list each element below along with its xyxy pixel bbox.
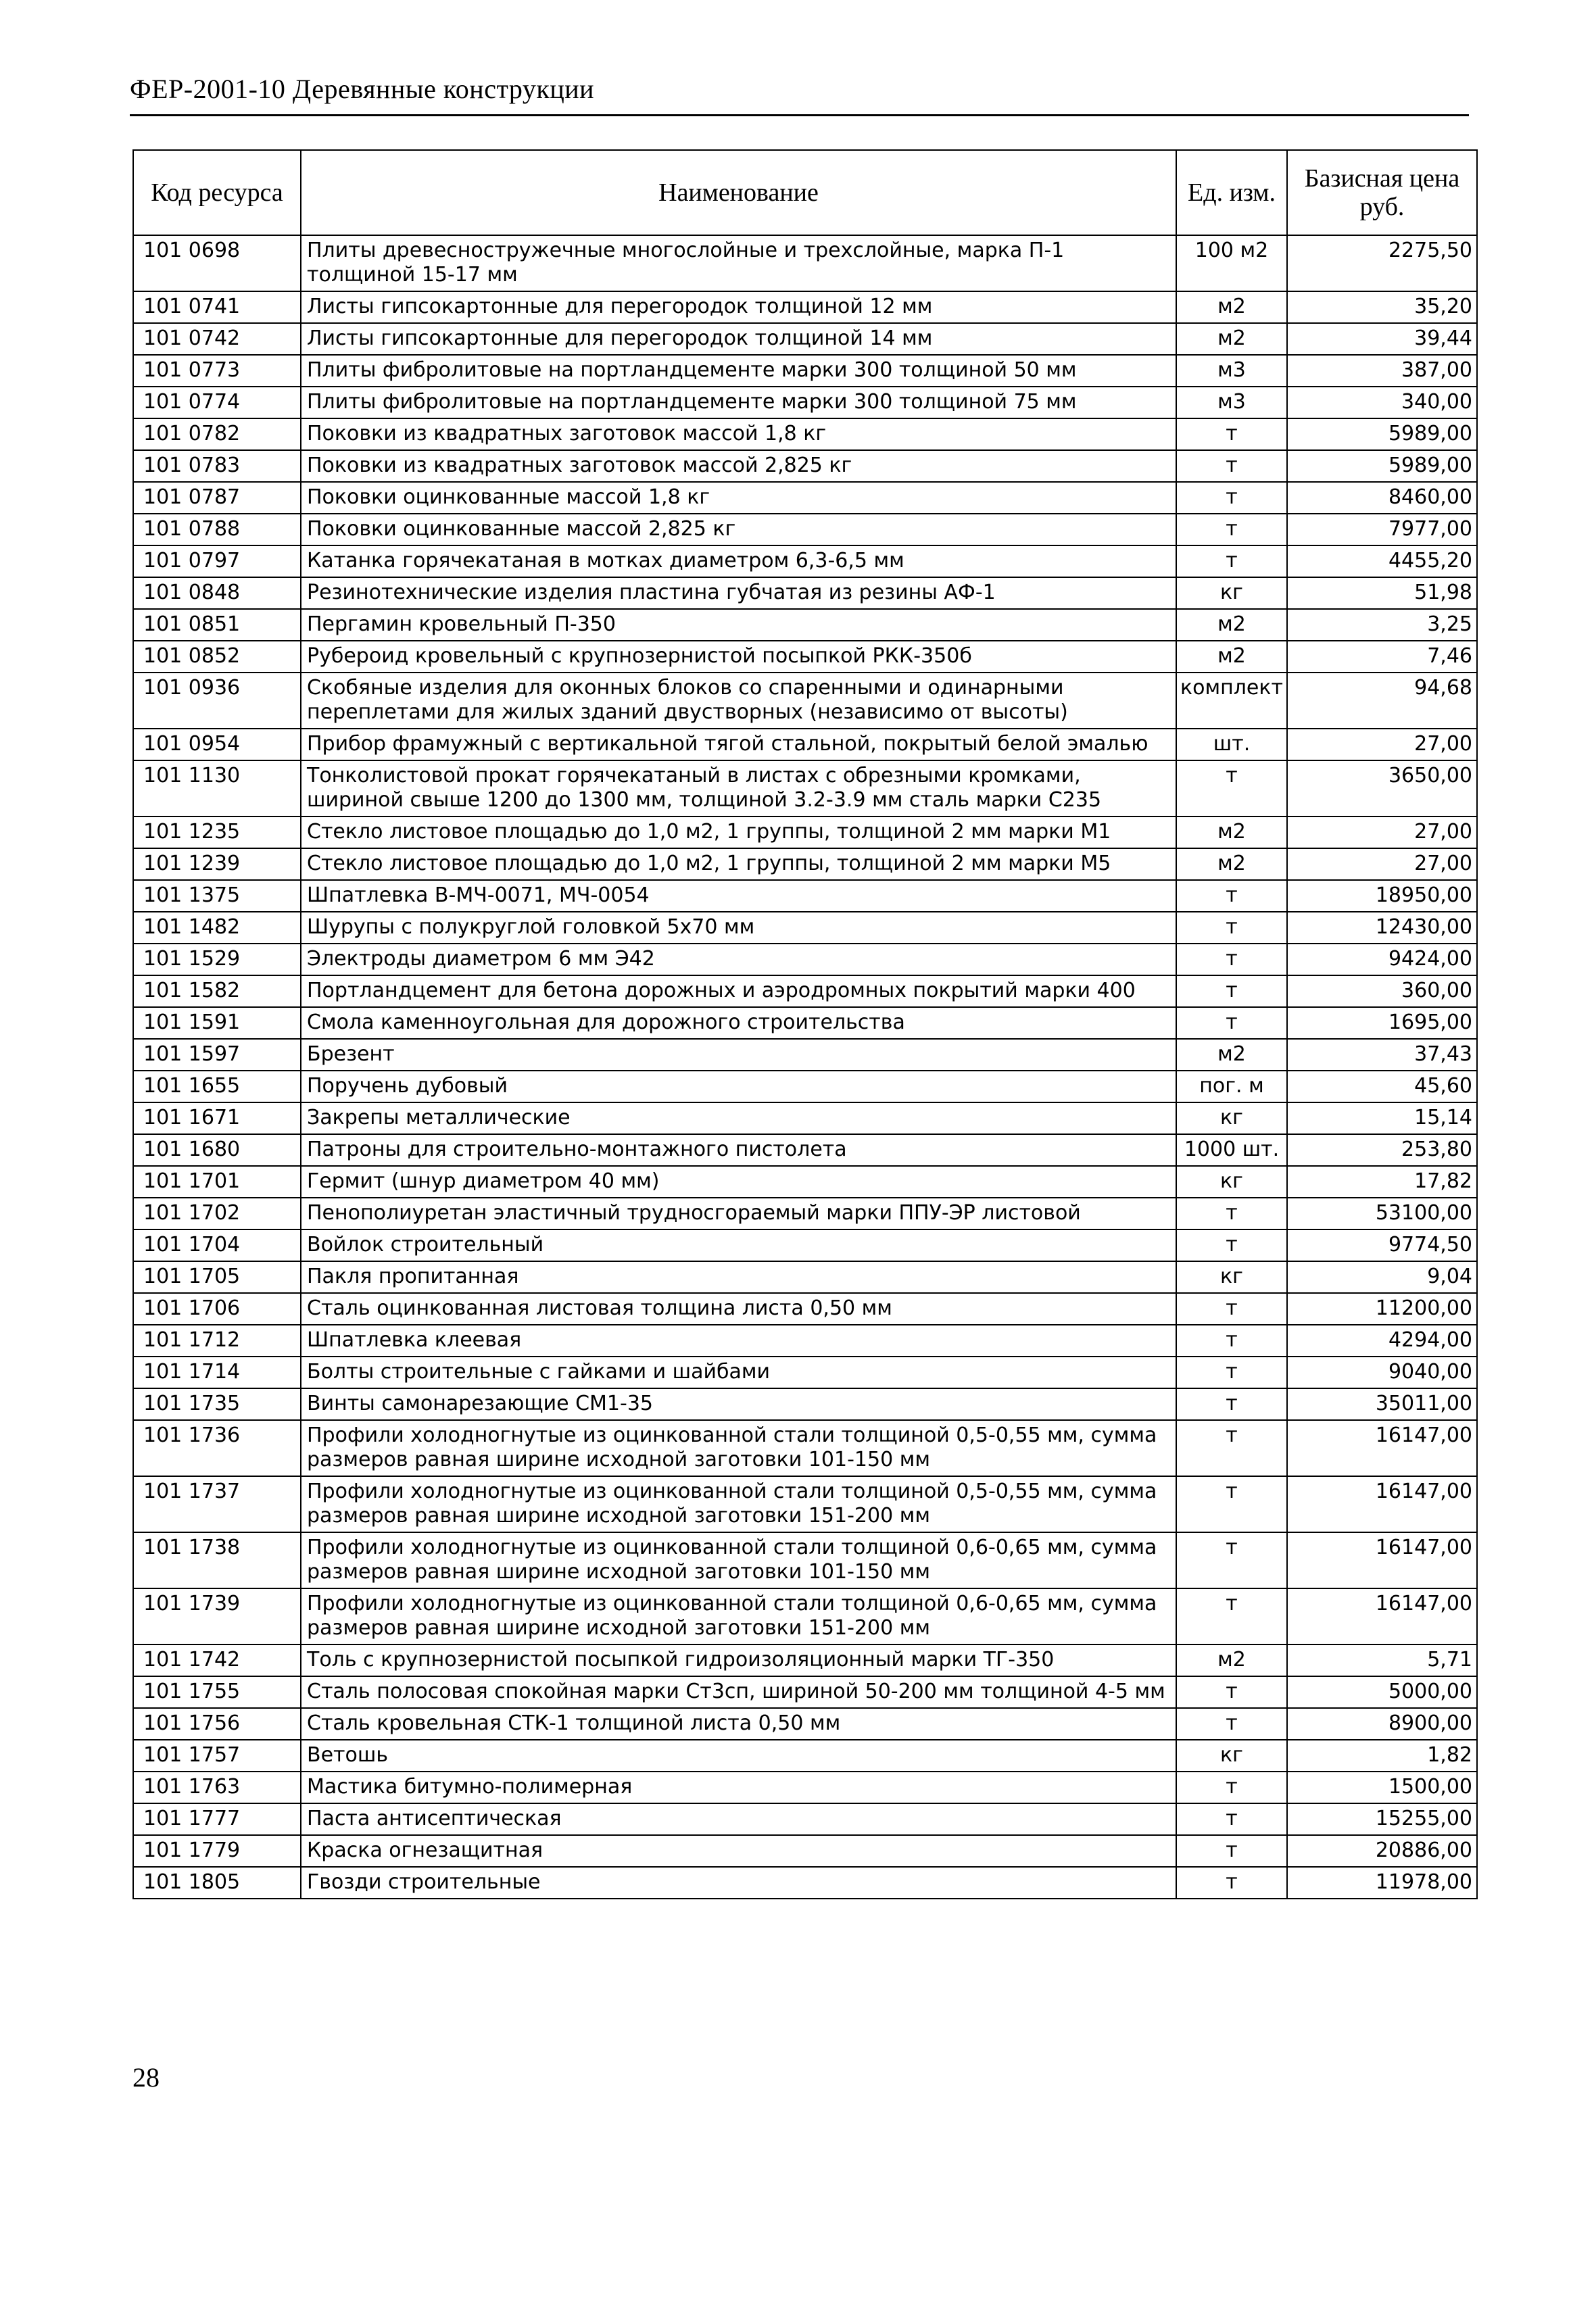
unit-cell: кг [1176, 1166, 1287, 1198]
name-cell: Войлок строительный [301, 1229, 1176, 1261]
price-cell: 8460,00 [1287, 482, 1477, 514]
price-cell: 5,71 [1287, 1644, 1477, 1676]
table-row [133, 1772, 1477, 1803]
code-cell: 101 1737 [133, 1476, 301, 1532]
unit-cell: т [1176, 1325, 1287, 1357]
name-cell: Шпатлевка клеевая [301, 1325, 1176, 1357]
price-cell: 45,60 [1287, 1071, 1477, 1102]
code-cell: 101 1671 [133, 1102, 301, 1134]
unit-cell: м2 [1176, 817, 1287, 848]
table-row [133, 1420, 1477, 1476]
price-cell: 9424,00 [1287, 944, 1477, 975]
table-header-row [133, 150, 1477, 235]
table-row [133, 1039, 1477, 1071]
table-row [133, 912, 1477, 944]
code-cell: 101 0848 [133, 577, 301, 609]
name-cell: Стекло листовое площадью до 1,0 м2, 1 группы, толщиной 2 мм марки М5 [301, 848, 1176, 880]
name-cell: Резинотехнические изделия пластина губчатая из резины АФ-1 [301, 577, 1176, 609]
unit-cell: т [1176, 1007, 1287, 1039]
table-row [133, 1134, 1477, 1166]
price-cell: 94,68 [1287, 673, 1477, 729]
code-cell: 101 1735 [133, 1388, 301, 1420]
price-cell: 20886,00 [1287, 1835, 1477, 1867]
unit-cell: т [1176, 1708, 1287, 1740]
table-row [133, 1102, 1477, 1134]
unit-cell: т [1176, 1198, 1287, 1229]
table-row [133, 1357, 1477, 1388]
unit-cell: т [1176, 482, 1287, 514]
code-cell: 101 1705 [133, 1261, 301, 1293]
unit-cell: кг [1176, 577, 1287, 609]
table-row [133, 1229, 1477, 1261]
code-cell: 101 1779 [133, 1835, 301, 1867]
name-cell: Тонколистовой прокат горячекатаный в листах с обрезными кромками, шириной свыше 1200 до 1300 мм, толщиной 3.2-3.9 мм сталь марки С235 [301, 760, 1176, 817]
price-cell: 387,00 [1287, 355, 1477, 387]
code-cell: 101 1680 [133, 1134, 301, 1166]
unit-cell: т [1176, 1835, 1287, 1867]
table-row [133, 880, 1477, 912]
unit-cell: т [1176, 1388, 1287, 1420]
code-cell: 101 1738 [133, 1532, 301, 1588]
name-cell: Шпатлевка В-МЧ-0071, МЧ-0054 [301, 880, 1176, 912]
code-cell: 101 1130 [133, 760, 301, 817]
name-cell: Прибор фрамужный с вертикальной тягой стальной, покрытый белой эмалью [301, 729, 1176, 760]
code-cell: 101 0797 [133, 545, 301, 577]
price-cell: 53100,00 [1287, 1198, 1477, 1229]
unit-cell: т [1176, 1357, 1287, 1388]
price-cell: 5989,00 [1287, 418, 1477, 450]
price-cell: 11200,00 [1287, 1293, 1477, 1325]
table-row [133, 1007, 1477, 1039]
price-cell: 1,82 [1287, 1740, 1477, 1772]
price-cell: 11978,00 [1287, 1867, 1477, 1899]
price-cell: 27,00 [1287, 848, 1477, 880]
name-cell: Гвозди строительные [301, 1867, 1176, 1899]
table-row [133, 609, 1477, 641]
name-cell: Винты самонарезающие СМ1-35 [301, 1388, 1176, 1420]
table-body [133, 235, 1477, 1899]
name-cell: Поручень дубовый [301, 1071, 1176, 1102]
name-cell: Катанка горячекатаная в мотках диаметром 6,3-6,5 мм [301, 545, 1176, 577]
unit-cell: т [1176, 450, 1287, 482]
unit-cell: м2 [1176, 641, 1287, 673]
name-cell: Профили холодногнутые из оцинкованной стали толщиной 0,5-0,55 мм, сумма размеров равная ширине исходной заготовки 101-150 мм [301, 1420, 1176, 1476]
name-cell: Электроды диаметром 6 мм Э42 [301, 944, 1176, 975]
unit-cell: кг [1176, 1740, 1287, 1772]
code-cell: 101 1582 [133, 975, 301, 1007]
table-row [133, 673, 1477, 729]
code-cell: 101 0954 [133, 729, 301, 760]
unit-cell: кг [1176, 1261, 1287, 1293]
name-cell: Краска огнезащитная [301, 1835, 1176, 1867]
unit-cell: т [1176, 418, 1287, 450]
code-cell: 101 1706 [133, 1293, 301, 1325]
code-cell: 101 1755 [133, 1676, 301, 1708]
name-cell: Болты строительные с гайками и шайбами [301, 1357, 1176, 1388]
price-cell: 12430,00 [1287, 912, 1477, 944]
price-cell: 17,82 [1287, 1166, 1477, 1198]
price-cell: 1695,00 [1287, 1007, 1477, 1039]
code-cell: 101 0698 [133, 235, 301, 291]
code-cell: 101 1702 [133, 1198, 301, 1229]
resource-price-table [132, 149, 1478, 1899]
price-cell: 16147,00 [1287, 1588, 1477, 1644]
name-cell: Патроны для строительно-монтажного пистолета [301, 1134, 1176, 1166]
price-cell: 1500,00 [1287, 1772, 1477, 1803]
table-row [133, 1261, 1477, 1293]
price-cell: 2275,50 [1287, 235, 1477, 291]
code-cell: 101 1529 [133, 944, 301, 975]
name-cell: Плиты древесностружечные многослойные и трехслойные, марка П-1 толщиной 15-17 мм [301, 235, 1176, 291]
unit-cell: т [1176, 1588, 1287, 1644]
price-cell: 27,00 [1287, 817, 1477, 848]
code-cell: 101 1805 [133, 1867, 301, 1899]
code-cell: 101 1712 [133, 1325, 301, 1357]
table-row [133, 729, 1477, 760]
table-row [133, 1532, 1477, 1588]
code-cell: 101 0852 [133, 641, 301, 673]
unit-cell: т [1176, 545, 1287, 577]
name-cell: Профили холодногнутые из оцинкованной стали толщиной 0,6-0,65 мм, сумма размеров равная ширине исходной заготовки 151-200 мм [301, 1588, 1176, 1644]
unit-cell: т [1176, 514, 1287, 545]
table-row [133, 975, 1477, 1007]
code-cell: 101 0851 [133, 609, 301, 641]
table-row [133, 387, 1477, 418]
unit-cell: т [1176, 1532, 1287, 1588]
code-cell: 101 1235 [133, 817, 301, 848]
code-cell: 101 0936 [133, 673, 301, 729]
name-cell: Смола каменноугольная для дорожного строительства [301, 1007, 1176, 1039]
code-cell: 101 1756 [133, 1708, 301, 1740]
unit-cell: м2 [1176, 609, 1287, 641]
code-cell: 101 0782 [133, 418, 301, 450]
unit-cell: м2 [1176, 848, 1287, 880]
price-cell: 9040,00 [1287, 1357, 1477, 1388]
name-cell: Поковки из квадратных заготовок массой 2,825 кг [301, 450, 1176, 482]
name-cell: Ветошь [301, 1740, 1176, 1772]
code-cell: 101 1482 [133, 912, 301, 944]
header-rule [130, 114, 1469, 116]
code-cell: 101 1239 [133, 848, 301, 880]
code-cell: 101 1763 [133, 1772, 301, 1803]
name-cell: Листы гипсокартонные для перегородок толщиной 14 мм [301, 323, 1176, 355]
unit-cell: 1000 шт. [1176, 1134, 1287, 1166]
unit-cell: т [1176, 1803, 1287, 1835]
name-cell: Скобяные изделия для оконных блоков со спаренными и одинарными переплетами для жилых зданий двустворных (независимо от высоты) [301, 673, 1176, 729]
unit-cell: т [1176, 1676, 1287, 1708]
unit-cell: м2 [1176, 1039, 1287, 1071]
code-cell: 101 1739 [133, 1588, 301, 1644]
price-cell: 35,20 [1287, 291, 1477, 323]
unit-cell: м3 [1176, 387, 1287, 418]
unit-cell: м2 [1176, 323, 1287, 355]
name-cell: Пергамин кровельный П-350 [301, 609, 1176, 641]
unit-cell: т [1176, 975, 1287, 1007]
name-cell: Поковки оцинкованные массой 2,825 кг [301, 514, 1176, 545]
name-cell: Сталь оцинкованная листовая толщина листа 0,50 мм [301, 1293, 1176, 1325]
table-row [133, 1835, 1477, 1867]
unit-cell: шт. [1176, 729, 1287, 760]
price-cell: 51,98 [1287, 577, 1477, 609]
name-cell: Поковки из квадратных заготовок массой 1,8 кг [301, 418, 1176, 450]
code-cell: 101 0788 [133, 514, 301, 545]
name-cell: Стекло листовое площадью до 1,0 м2, 1 группы, толщиной 2 мм марки М1 [301, 817, 1176, 848]
name-cell: Поковки оцинкованные массой 1,8 кг [301, 482, 1176, 514]
table-row [133, 1588, 1477, 1644]
price-cell: 15255,00 [1287, 1803, 1477, 1835]
name-cell: Толь с крупнозернистой посыпкой гидроизоляционный марки ТГ-350 [301, 1644, 1176, 1676]
unit-cell: пог. м [1176, 1071, 1287, 1102]
name-cell: Закрепы металлические [301, 1102, 1176, 1134]
table-row [133, 641, 1477, 673]
name-cell: Пакля пропитанная [301, 1261, 1176, 1293]
code-cell: 101 0774 [133, 387, 301, 418]
unit-cell: т [1176, 1420, 1287, 1476]
price-cell: 9,04 [1287, 1261, 1477, 1293]
name-cell: Паста антисептическая [301, 1803, 1176, 1835]
name-cell: Сталь кровельная СТК-1 толщиной листа 0,50 мм [301, 1708, 1176, 1740]
table-row [133, 1071, 1477, 1102]
price-cell: 16147,00 [1287, 1476, 1477, 1532]
price-cell: 27,00 [1287, 729, 1477, 760]
table-row [133, 1293, 1477, 1325]
price-cell: 4294,00 [1287, 1325, 1477, 1357]
code-cell: 101 1591 [133, 1007, 301, 1039]
column-header-unit: Ед. изм. [1176, 150, 1287, 235]
name-cell: Сталь полосовая спокойная марки Ст3сп, шириной 50-200 мм толщиной 4-5 мм [301, 1676, 1176, 1708]
code-cell: 101 0741 [133, 291, 301, 323]
code-cell: 101 0773 [133, 355, 301, 387]
unit-cell: т [1176, 760, 1287, 817]
price-cell: 16147,00 [1287, 1420, 1477, 1476]
price-cell: 5989,00 [1287, 450, 1477, 482]
code-cell: 101 1375 [133, 880, 301, 912]
table-row [133, 1708, 1477, 1740]
table-row [133, 1476, 1477, 1532]
price-cell: 16147,00 [1287, 1532, 1477, 1588]
code-cell: 101 0742 [133, 323, 301, 355]
name-cell: Профили холодногнутые из оцинкованной стали толщиной 0,6-0,65 мм, сумма размеров равная ширине исходной заготовки 101-150 мм [301, 1532, 1176, 1588]
price-cell: 39,44 [1287, 323, 1477, 355]
unit-cell: т [1176, 944, 1287, 975]
code-cell: 101 1655 [133, 1071, 301, 1102]
table-row [133, 760, 1477, 817]
table-row [133, 1803, 1477, 1835]
code-cell: 101 0787 [133, 482, 301, 514]
code-cell: 101 1757 [133, 1740, 301, 1772]
table-row [133, 1325, 1477, 1357]
code-cell: 101 1742 [133, 1644, 301, 1676]
price-cell: 15,14 [1287, 1102, 1477, 1134]
price-cell: 18950,00 [1287, 880, 1477, 912]
code-cell: 101 1704 [133, 1229, 301, 1261]
name-cell: Мастика битумно-полимерная [301, 1772, 1176, 1803]
price-cell: 8900,00 [1287, 1708, 1477, 1740]
table-row [133, 1676, 1477, 1708]
table-row [133, 1867, 1477, 1899]
price-cell: 7,46 [1287, 641, 1477, 673]
unit-cell: комплект [1176, 673, 1287, 729]
unit-cell: т [1176, 880, 1287, 912]
table-row [133, 1198, 1477, 1229]
code-cell: 101 1714 [133, 1357, 301, 1388]
price-cell: 340,00 [1287, 387, 1477, 418]
table-row [133, 482, 1477, 514]
name-cell: Брезент [301, 1039, 1176, 1071]
name-cell: Плиты фибролитовые на портландцементе марки 300 толщиной 50 мм [301, 355, 1176, 387]
name-cell: Портландцемент для бетона дорожных и аэродромных покрытий марки 400 [301, 975, 1176, 1007]
table-row [133, 1644, 1477, 1676]
price-cell: 3650,00 [1287, 760, 1477, 817]
document-header: ФЕР-2001-10 Деревянные конструкции [130, 74, 595, 104]
price-cell: 9774,50 [1287, 1229, 1477, 1261]
unit-cell: м2 [1176, 291, 1287, 323]
table-row [133, 944, 1477, 975]
unit-cell: т [1176, 1476, 1287, 1532]
table-row [133, 817, 1477, 848]
unit-cell: м3 [1176, 355, 1287, 387]
table-row [133, 323, 1477, 355]
table-row [133, 1388, 1477, 1420]
code-cell: 101 0783 [133, 450, 301, 482]
table-row [133, 848, 1477, 880]
code-cell: 101 1777 [133, 1803, 301, 1835]
unit-cell: т [1176, 1867, 1287, 1899]
price-cell: 253,80 [1287, 1134, 1477, 1166]
code-cell: 101 1736 [133, 1420, 301, 1476]
unit-cell: кг [1176, 1102, 1287, 1134]
table-row [133, 514, 1477, 545]
name-cell: Шурупы с полукруглой головкой 5х70 мм [301, 912, 1176, 944]
table-row [133, 1166, 1477, 1198]
table-row [133, 1740, 1477, 1772]
table-row [133, 235, 1477, 291]
name-cell: Профили холодногнутые из оцинкованной стали толщиной 0,5-0,55 мм, сумма размеров равная ширине исходной заготовки 151-200 мм [301, 1476, 1176, 1532]
table-row [133, 418, 1477, 450]
unit-cell: т [1176, 1293, 1287, 1325]
price-cell: 360,00 [1287, 975, 1477, 1007]
name-cell: Плиты фибролитовые на портландцементе марки 300 толщиной 75 мм [301, 387, 1176, 418]
table-row [133, 545, 1477, 577]
name-cell: Рубероид кровельный с крупнозернистой посыпкой РКК-350б [301, 641, 1176, 673]
page-number: 28 [132, 2062, 160, 2093]
name-cell: Листы гипсокартонные для перегородок толщиной 12 мм [301, 291, 1176, 323]
price-cell: 35011,00 [1287, 1388, 1477, 1420]
unit-cell: т [1176, 1229, 1287, 1261]
price-cell: 37,43 [1287, 1039, 1477, 1071]
name-cell: Гермит (шнур диаметром 40 мм) [301, 1166, 1176, 1198]
name-cell: Пенополиуретан эластичный трудносгораемый марки ППУ-ЭР листовой [301, 1198, 1176, 1229]
table-row [133, 450, 1477, 482]
column-header-price: Базисная цена руб. [1287, 150, 1477, 235]
unit-cell: т [1176, 912, 1287, 944]
table-row [133, 291, 1477, 323]
price-cell: 5000,00 [1287, 1676, 1477, 1708]
code-cell: 101 1597 [133, 1039, 301, 1071]
unit-cell: м2 [1176, 1644, 1287, 1676]
unit-cell: т [1176, 1772, 1287, 1803]
price-cell: 7977,00 [1287, 514, 1477, 545]
price-cell: 3,25 [1287, 609, 1477, 641]
table-row [133, 577, 1477, 609]
price-cell: 4455,20 [1287, 545, 1477, 577]
column-header-code: Код ресурса [133, 150, 301, 235]
table-row [133, 355, 1477, 387]
column-header-name: Наименование [301, 150, 1176, 235]
code-cell: 101 1701 [133, 1166, 301, 1198]
unit-cell: 100 м2 [1176, 235, 1287, 291]
